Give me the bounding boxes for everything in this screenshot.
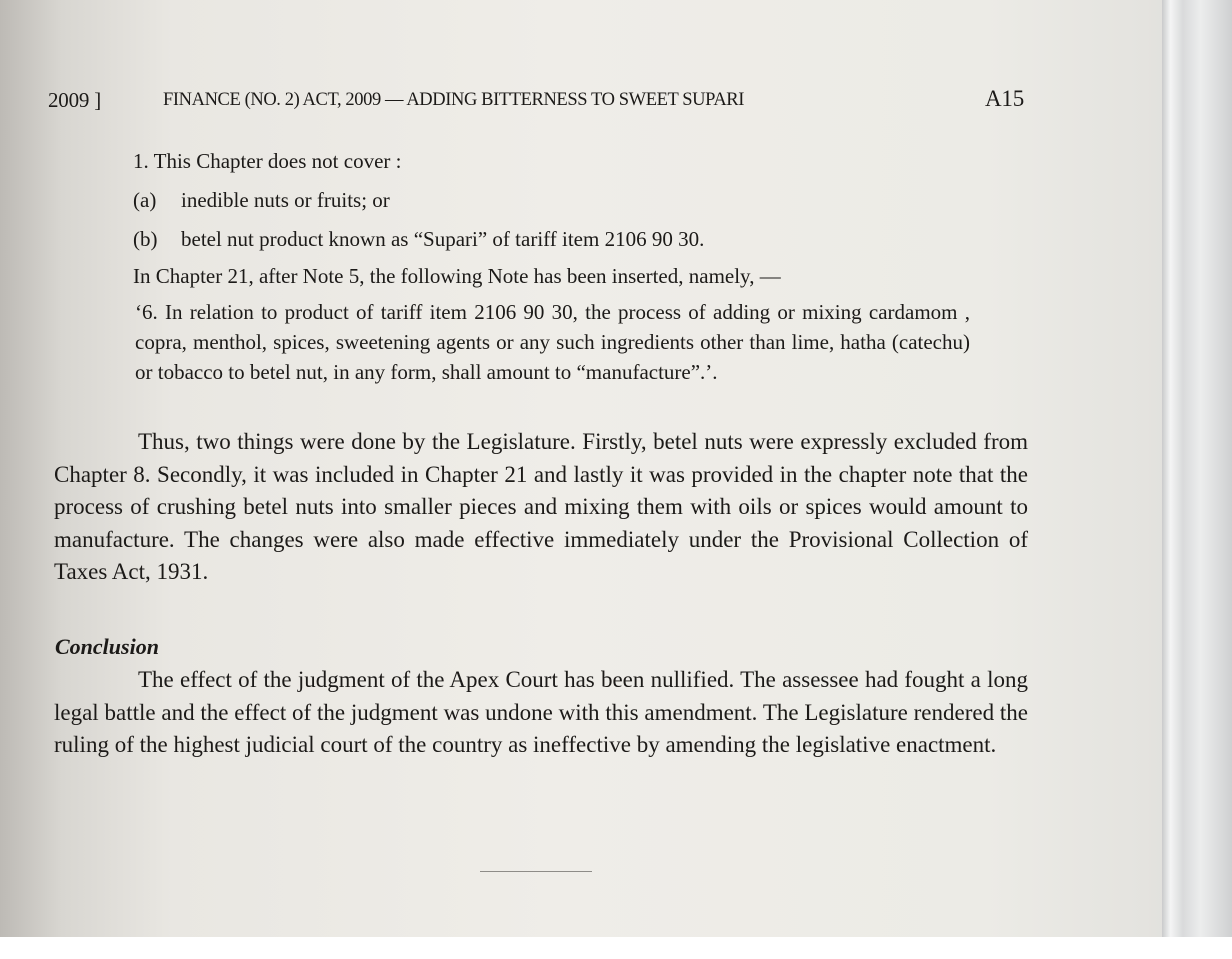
header-running-title: FINANCE (NO. 2) ACT, 2009 — ADDING BITTERNESS TO SWEET SUPARI: [163, 90, 744, 110]
insertion-line: In Chapter 21, after Note 5, the following Note has been inserted, namely, —: [133, 264, 781, 288]
chapter-note-item-a: [133, 185, 390, 215]
item-marker: (b): [133, 227, 158, 251]
item-text: betel nut product known as “Supari” of tariff item 2106 90 30.: [181, 227, 705, 251]
page-header: [48, 86, 1024, 118]
chapter-note-item-b: [133, 224, 704, 254]
item-text: inedible nuts or fruits; or: [181, 188, 390, 212]
divider-rule: [480, 871, 592, 872]
book-spine-edge: [1162, 0, 1232, 937]
header-page-number: A15: [984, 86, 1024, 111]
conclusion-heading: Conclusion: [55, 634, 159, 659]
header-year: 2009 ]: [48, 88, 102, 112]
summary-paragraph: Thus, two things were done by the Legislature. Firstly, betel nuts were expressly excluded from Chapter 8. Secondly, it was included in Chapter 21 and lastly it was provided in the chapter note that the process of crushing betel nuts into smaller pieces and mixing them with oils or spices would amount to manufacture. The changes were also made effective immediately under the Provisional Collection of Taxes Act, 1931.: [54, 429, 1028, 584]
item-marker: (a): [133, 188, 157, 212]
chapter-note-intro: 1. This Chapter does not cover :: [133, 149, 402, 173]
inserted-note-quote: ‘6. In relation to product of tariff item 2106 90 30, the process of adding or mixing cardamom , copra, menthol, spices, sweetening agents or any such ingredients other than lime, hatha (catechu) or tobacco to betel nut, in any form, shall amount to “manufacture”.’.: [135, 300, 970, 384]
conclusion-paragraph: The effect of the judgment of the Apex Court has been nullified. The assessee had fought a long legal battle and the effect of the judgment was undone with this amendment. The Legislature rendered the ruling of the highest judicial court of the country as ineffective by amending the legislative enactment.: [54, 667, 1028, 757]
